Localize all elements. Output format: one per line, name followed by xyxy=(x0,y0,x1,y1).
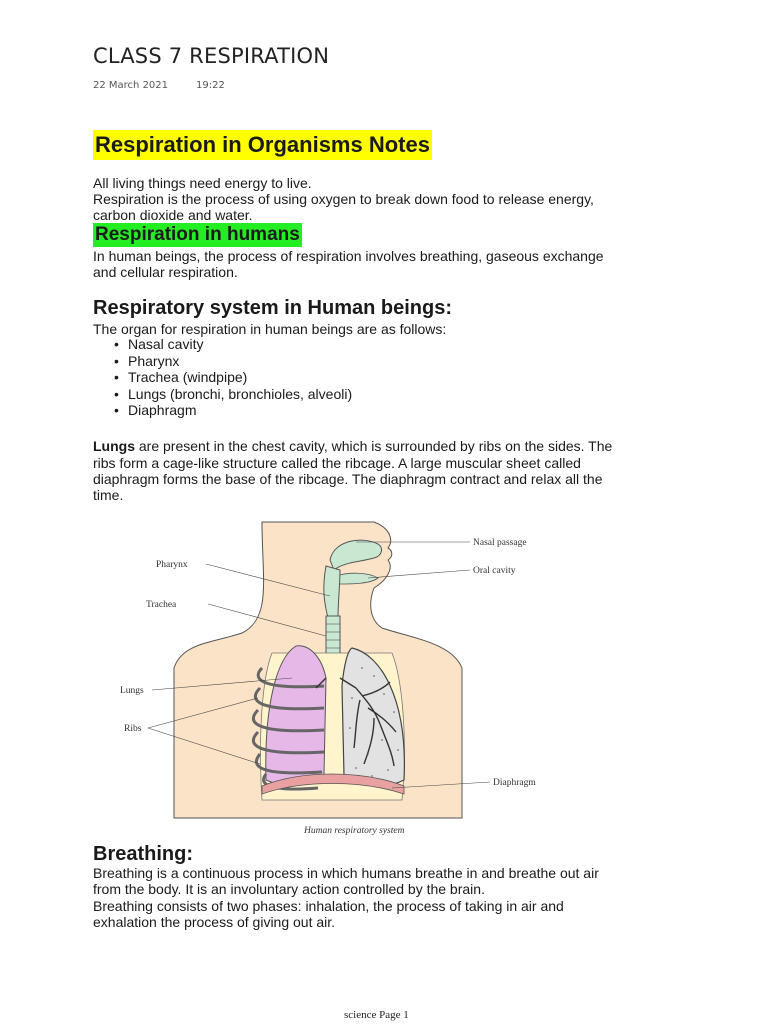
note-timestamp xyxy=(93,80,225,91)
note-date: 22 March 2021 xyxy=(93,80,169,91)
lungs-bold: Lungs xyxy=(93,438,135,454)
system-intro: The organ for respiration in human beings are as follows: xyxy=(93,321,447,337)
figure-caption: Human respiratory system xyxy=(304,826,405,836)
humans-heading: Respiration in humans xyxy=(95,224,300,245)
respiratory-system-diagram xyxy=(112,518,552,838)
page-footer: science Page 1 xyxy=(344,1009,409,1021)
lungs-line-2: ribs form a cage-like structure called the ribcage. A large muscular sheet called xyxy=(93,455,581,471)
label-trachea: Trachea xyxy=(146,600,177,610)
label-nasal-passage: Nasal passage xyxy=(473,538,527,548)
lungs-line-4: time. xyxy=(93,487,124,503)
organ-list xyxy=(93,336,352,419)
label-pharynx: Pharynx xyxy=(156,560,188,570)
lungs-line-1 xyxy=(93,438,683,455)
humans-line-2: and cellular respiration. xyxy=(93,264,238,280)
intro-line-2: Respiration is the process of using oxygen to break down food to release energy, xyxy=(93,191,594,207)
lungs-line-1-text: are present in the chest cavity, which is surrounded by ribs on the sides. The xyxy=(135,438,613,454)
list-item: • Nasal cavity xyxy=(128,336,352,353)
system-heading: Respiratory system in Human beings: xyxy=(93,297,452,319)
breathing-line-1: Breathing is a continuous process in which humans breathe in and breathe out air xyxy=(93,865,599,881)
breathing-line-3: Breathing consists of two phases: inhalation, the process of taking in air and xyxy=(93,898,564,914)
intro-line-1: All living things need energy to live. xyxy=(93,175,312,191)
intro-line-3: carbon dioxide and water. xyxy=(93,207,253,223)
breathing-heading: Breathing: xyxy=(93,843,193,865)
breathing-line-2: from the body. It is an involuntary action controlled by the brain. xyxy=(93,881,485,897)
humans-line-1: In human beings, the process of respiration involves breathing, gaseous exchange xyxy=(93,248,604,264)
list-item: • Lungs (bronchi, bronchioles, alveoli) xyxy=(128,386,352,403)
breathing-line-4: exhalation the process of giving out air. xyxy=(93,914,336,930)
list-item: • Pharynx xyxy=(128,353,352,370)
label-lungs: Lungs xyxy=(120,686,144,696)
note-time: 19:22 xyxy=(196,80,225,91)
list-item: • Trachea (windpipe) xyxy=(128,369,352,386)
label-oral-cavity: Oral cavity xyxy=(473,566,516,576)
lungs-line-3: diaphragm forms the base of the ribcage. The diaphragm contract and relax all the xyxy=(93,471,603,487)
page-title: CLASS 7 RESPIRATION xyxy=(93,44,330,68)
main-heading: Respiration in Organisms Notes xyxy=(93,130,432,160)
pharynx-shape xyxy=(324,566,340,618)
label-ribs: Ribs xyxy=(124,724,142,734)
list-item: • Diaphragm xyxy=(128,402,352,419)
label-diaphragm: Diaphragm xyxy=(493,778,536,788)
